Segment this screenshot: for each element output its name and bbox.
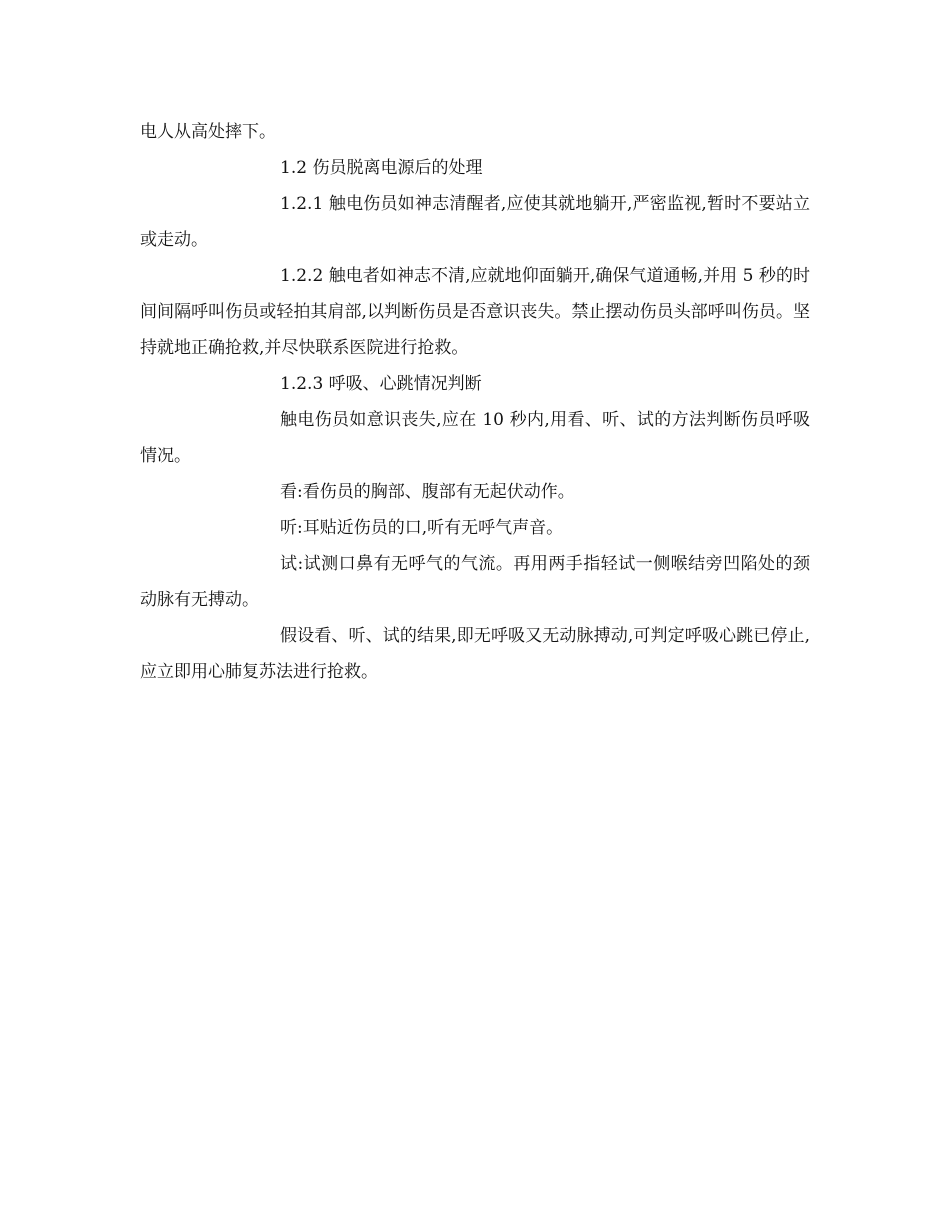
paragraph-conclusion: 假设看、听、试的结果,即无呼吸又无动脉搏动,可判定呼吸心跳已停止,应立即用心肺复苏法进行抢救。 [140,626,810,682]
paragraph-listen: 听:耳贴近伤员的口,听有无呼气声音。 [280,518,564,538]
paragraph-consciousness-check: 触电伤员如意识丧失,应在 10 秒内,用看、听、试的方法判断伤员呼吸情况。 [140,410,810,466]
paragraph-test: 试:试测口鼻有无呼气的气流。再用两手指轻试一侧喉结旁凹陷处的颈动脉有无搏动。 [140,554,810,610]
subheading-1-2-3: 1.2.3 呼吸、心跳情况判断 [280,374,482,394]
paragraph-1-2-1: 1.2.1 触电伤员如神志清醒者,应使其就地躺开,严密监视,暂时不要站立或走动。 [140,194,810,250]
document-body [140,114,810,690]
paragraph-continuation: 电人从高处摔下。 [140,122,276,142]
section-heading-1-2: 1.2 伤员脱离电源后的处理 [280,158,483,178]
paragraph-look: 看:看伤员的胸部、腹部有无起伏动作。 [280,482,575,502]
paragraph-1-2-2: 1.2.2 触电者如神志不清,应就地仰面躺开,确保气道通畅,并用 5 秒的时间间隔呼叫伤员或轻拍其肩部,以判断伤员是否意识丧失。禁止摆动伤员头部呼叫伤员。坚持就地正确抢救,并尽快联系医院进行抢救。 [140,266,810,358]
